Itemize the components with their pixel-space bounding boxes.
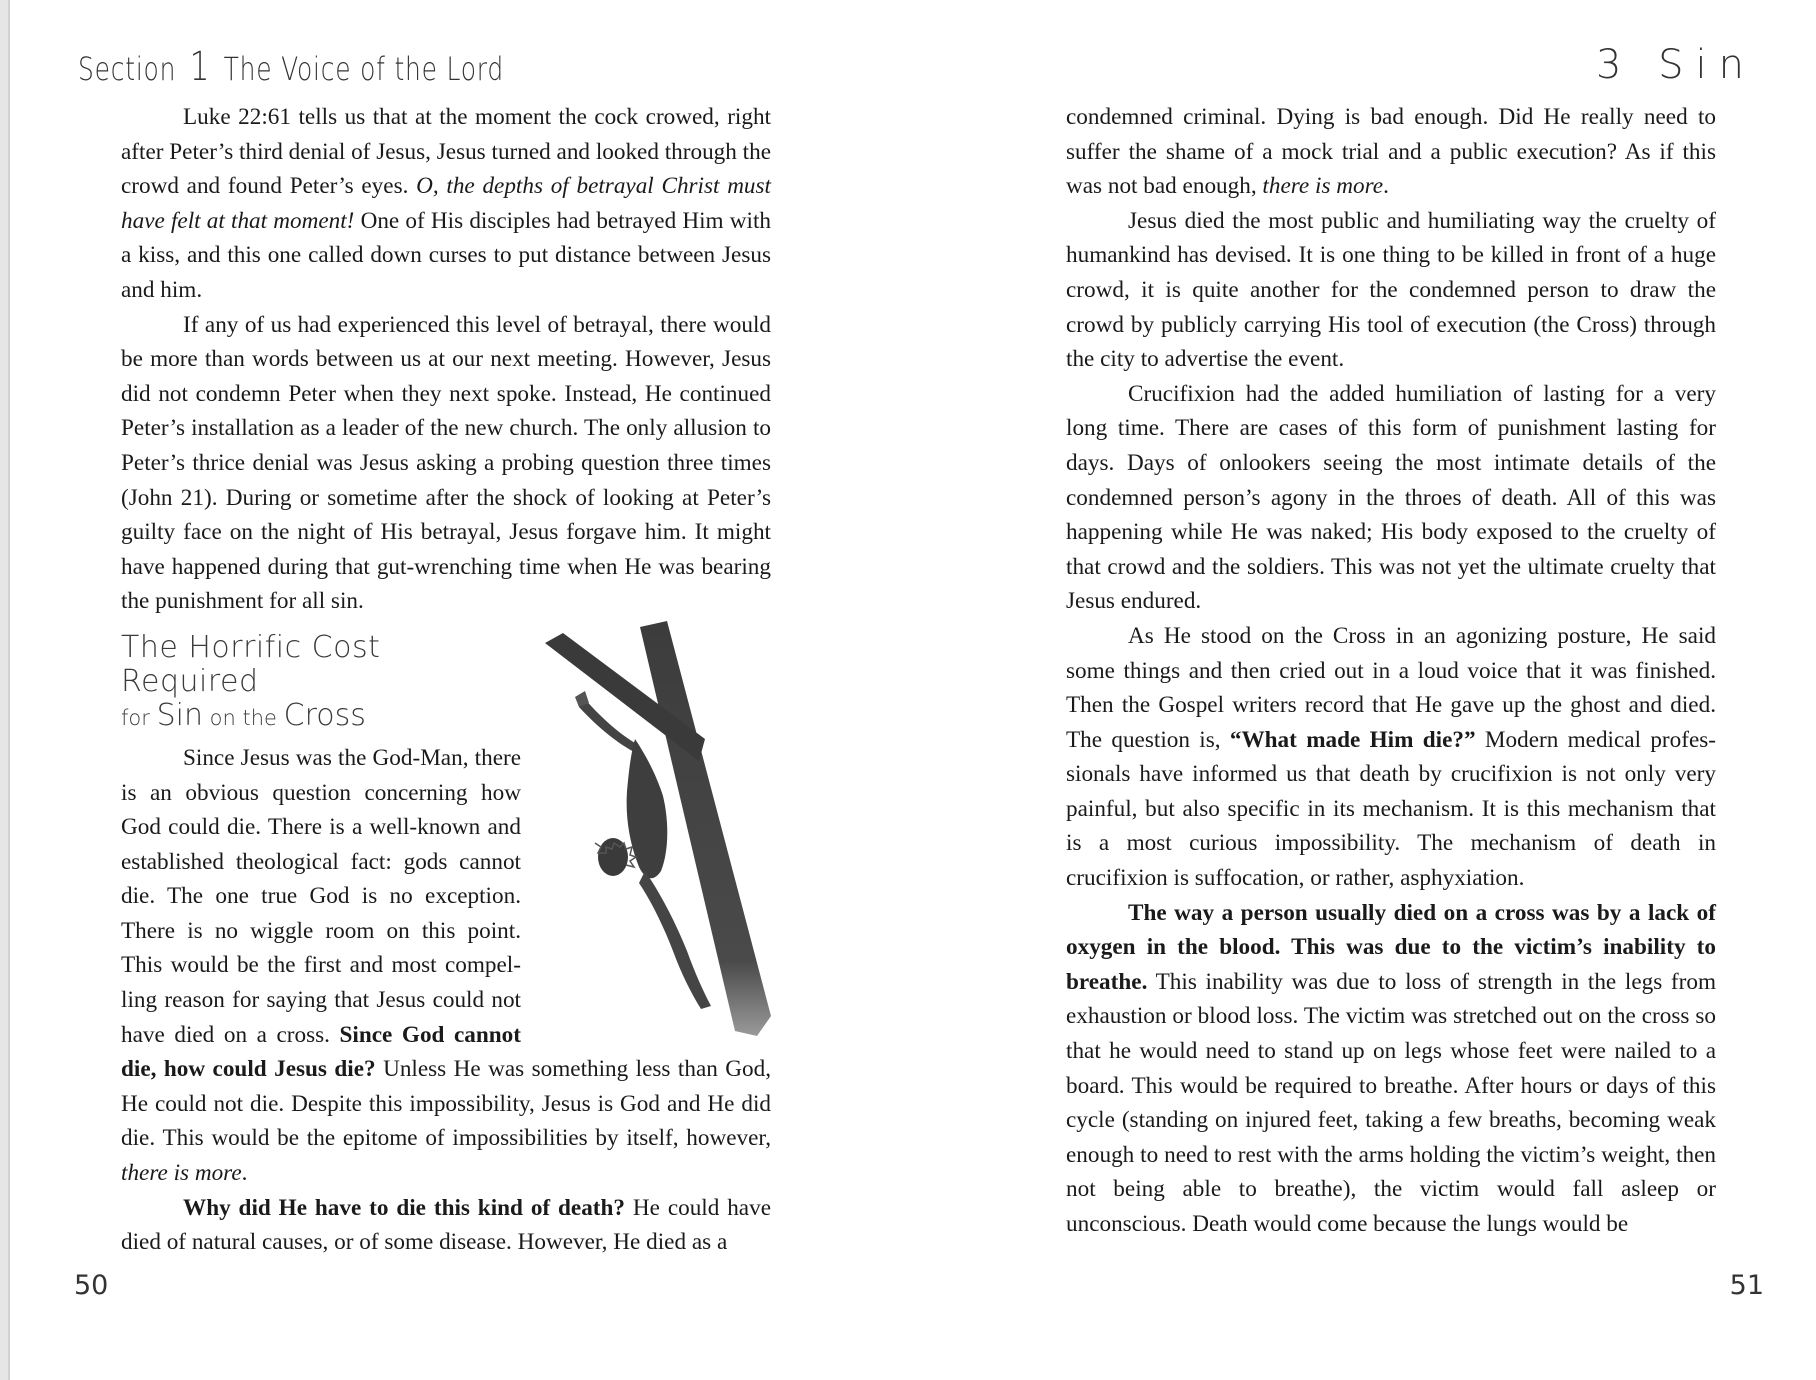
paragraph [1066,896,1716,1242]
subheading-word: Cross [283,697,366,733]
bold-text: “What made Him die?” [1229,726,1476,753]
paragraph: Jesus died the most public and humiliating way the cruelty of humankind has devised. It is one thing to be killed in front of a huge crowd, it is quite another for the condemned person to draw the crowd by publicly carrying His tool of execution (the Cross) through the city to advertise the event. [1066,207,1716,373]
text-run: He could have died of natural causes, or of some disease. However, He died as a [121,1194,771,1256]
bold-text: Since God cannot die, how could Jesus die? [121,1021,522,1083]
page-number-right: 51 [1729,1270,1764,1301]
right-page-body [1066,100,1716,1242]
subheading-line-1: The Horrific Cost Required [121,629,381,699]
subheading-word: for [121,705,157,730]
paragraph [1066,100,1716,204]
text-run: condemned criminal. Dying is bad enough. Did He really need to suffer the shame of a mock trial and a public execution? As if this was not bad enough, [1066,104,1716,200]
text-run: Luke 22:61 tells us that at the moment the cock crowed, right after Peter’s third denial of Jesus, Jesus turned and looked through the crowd and found Peter’s eyes. [121,104,771,200]
page-edge-shadow [8,0,10,1380]
text-run: This inability was due to loss of strength in the legs from exhaustion or blood loss. The victim was stretched out on the cross so that he would need to stand up on legs whose feet were nailed to a board. This would be required to breathe. After hours or days of this cycle (standing on injured feet, taking a few breaths, becoming weak enough to need to rest with the arms holding the victim’s weight, then not being able to breathe), the victim would fall asleep or unconscious. Death would come because the lungs would be [1066,968,1716,1237]
figure-wrap [121,631,771,1191]
left-page-body [121,100,771,1260]
text-run: . [1383,173,1389,200]
paragraph: If any of us had experienced this level of betrayal, there would be more than words between us at our next meeting. However, Jesus did not condemn Peter when they next spoke. Instead, He continued Peter’s installation as a leader of the new church. The only allusion to Peter’s thrice denial was Jesus asking a probing question three times (John 21). During or sometime after the shock of looking at Peter’s guilty face on the night of His betrayal, Jesus forgave him. It might have happened during that gut-wrenching time when He was bearing the punishment for all sin. [121,311,771,615]
bold-text: Why did He have to die this kind of death? [183,1194,626,1221]
page-number-left: 50 [74,1270,109,1301]
chapter-title: Sin [1658,42,1756,88]
running-head-left [78,44,504,90]
italic-text: O, the depths of betrayal Christ must have felt at that moment! [121,173,771,234]
section-title: The Voice of the Lord [223,50,505,88]
text-run: Unless He was something less than God, He could not die. Despite this impossibility, Jesus is God and He did die. This would be the epitome of impossibilities by itself, however, [121,1056,771,1152]
text-run: One of His disciples had betrayed Him with a kiss, and this one called down curses to put distance between Jesus and him. [121,207,771,303]
section-label: Section [78,50,177,88]
paragraph: Crucifixion had the added humiliation of lasting for a very long time. There are cases of this form of punishment lasting for days. Days of onlookers seeing the most intimate details of the condemned person’s agony in the throes of death. All of this was happening while He was naked; His body exposed to the cruelty of that crowd and the soldiers. This was not yet the ultimate cruelty that Jesus endured. [1066,380,1716,615]
text-run: Since Jesus was the God-Man, there is an obvious question concerning how God could die. There is a well-known and established theological fact: gods cannot die. The one true God is no exception. There is no wiggle room on this point. This would be the first and most compelling reason for saying that Jesus could not have died on a cross. [121,744,521,1048]
text-run: As He stood on the Cross in an agonizing posture, He said some things and then cried out in a loud voice that it was finished. Then the Gospel writers record that He gave up the ghost and died. The question is, [1066,622,1716,753]
bold-text: The way a person usually died on a cross was by a lack of oxygen in the blood. This was due to the victim’s inability to breathe. [1066,899,1716,995]
paragraph [121,100,771,308]
subheading-word: Sin [156,697,203,733]
subheading-word: on the [202,705,284,730]
paragraph [1066,619,1716,896]
paragraph [121,1191,771,1260]
running-head-right [1596,42,1756,88]
crucifix-illustration-icon [535,621,771,1036]
chapter-number: 3 [1595,42,1634,88]
text-run: . [241,1160,248,1187]
italic-text: there is more [1262,173,1384,200]
section-number: 1 [189,44,211,90]
italic-text: there is more [121,1160,242,1187]
text-run: Modern medical professionals have informed us that death by crucifixion is not only very painful, but also specific in its mechanism. It is this mechanism that is a most curious impossibility. The mechanism of death in crucifixion is suffocation, or rather, asphyxiation. [1066,726,1717,892]
page-edge [0,0,8,1380]
crucifix-illustration [535,621,771,1036]
